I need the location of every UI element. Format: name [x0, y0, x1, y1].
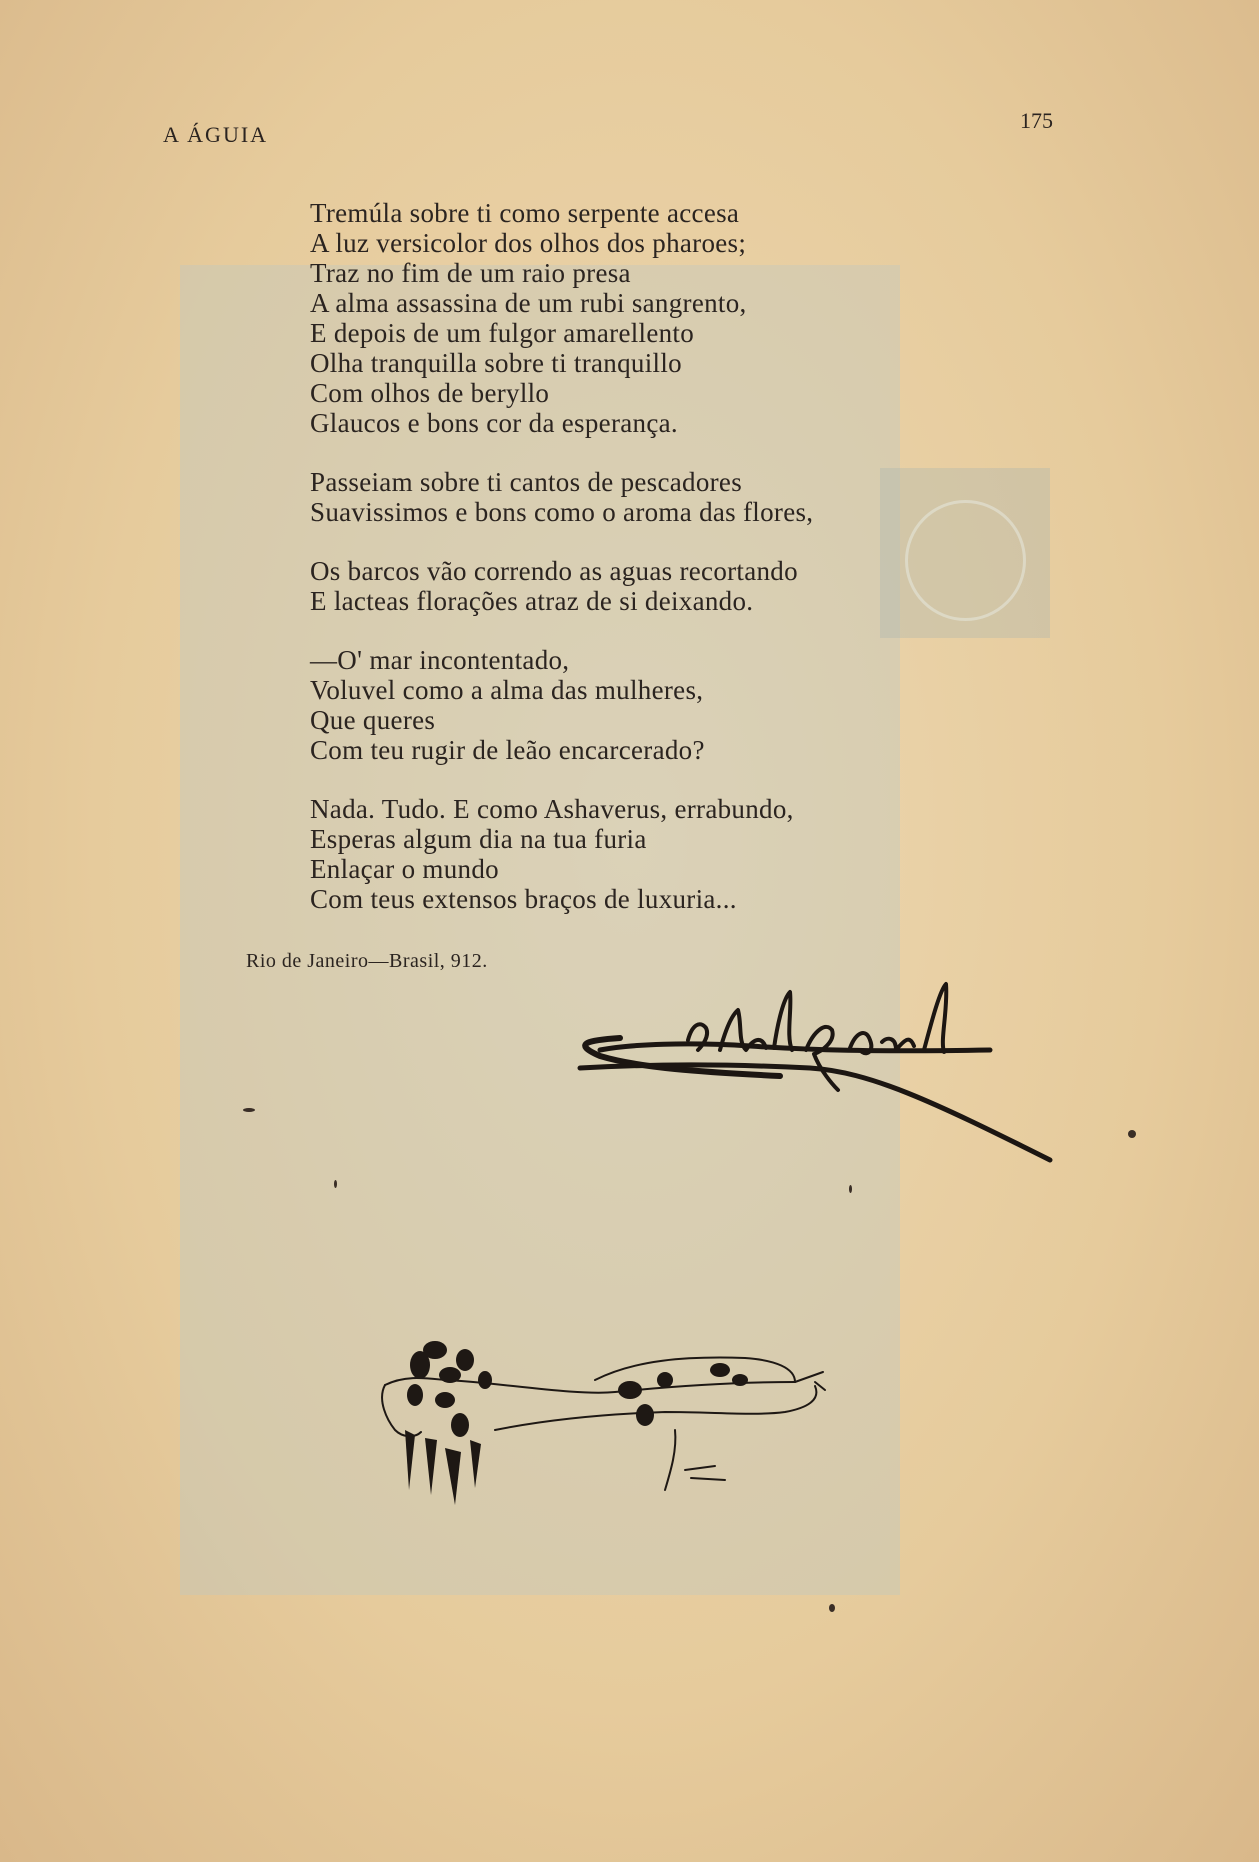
poem-line: Com teus extensos braços de luxuria... — [310, 884, 737, 914]
place-date-line: Rio de Janeiro—Brasil, 912. — [246, 950, 488, 972]
poem-line: Esperas algum dia na tua furia — [310, 824, 647, 854]
poem-line: —O' mar incontentado, — [310, 645, 570, 675]
poem-line: Passeiam sobre ti cantos de pescadores — [310, 467, 743, 497]
ink-speck — [849, 1185, 852, 1193]
poem-line: Que queres — [310, 705, 436, 735]
poem — [310, 198, 950, 943]
poem-line: Com teu rugir de leão encarcerado? — [310, 735, 705, 765]
poem-line: E lacteas florações atraz de si deixando. — [310, 586, 754, 616]
ink-speck — [243, 1108, 255, 1112]
page-number: 175 — [1020, 108, 1053, 133]
poem-line: Suavissimos e bons como o aroma das flores, — [310, 497, 814, 527]
floral-ornament-icon — [375, 1320, 865, 1530]
signature-icon — [570, 980, 1070, 1170]
poem-line: E depois de um fulgor amarellento — [310, 318, 695, 348]
poem-line: Voluvel como a alma das mulheres, — [310, 675, 704, 705]
ink-speck — [1128, 1130, 1136, 1138]
ink-speck — [829, 1604, 835, 1612]
stanza — [310, 467, 950, 527]
poem-line: Glaucos e bons cor da esperança. — [310, 408, 678, 438]
poem-line: Com olhos de beryllo — [310, 378, 550, 408]
poem-line: A alma assassina de um rubi sangrento, — [310, 288, 747, 318]
journal-title: A ÁGUIA — [163, 122, 269, 147]
stanza — [310, 198, 950, 438]
stanza — [310, 645, 950, 765]
poem-line: Enlaçar o mundo — [310, 854, 499, 884]
ink-speck — [334, 1180, 337, 1188]
stanza — [310, 794, 950, 914]
poem-line: Traz no fim de um raio presa — [310, 258, 631, 288]
poem-line: A luz versicolor dos olhos dos pharoes; — [310, 228, 747, 258]
poem-line: Olha tranquilla sobre ti tranquillo — [310, 348, 682, 378]
poem-line: Nada. Tudo. E como Ashaverus, errabundo, — [310, 794, 794, 824]
stanza — [310, 556, 950, 616]
poem-line: Tremúla sobre ti como serpente accesa — [310, 198, 740, 228]
poem-line: Os barcos vão correndo as aguas recortando — [310, 556, 798, 586]
